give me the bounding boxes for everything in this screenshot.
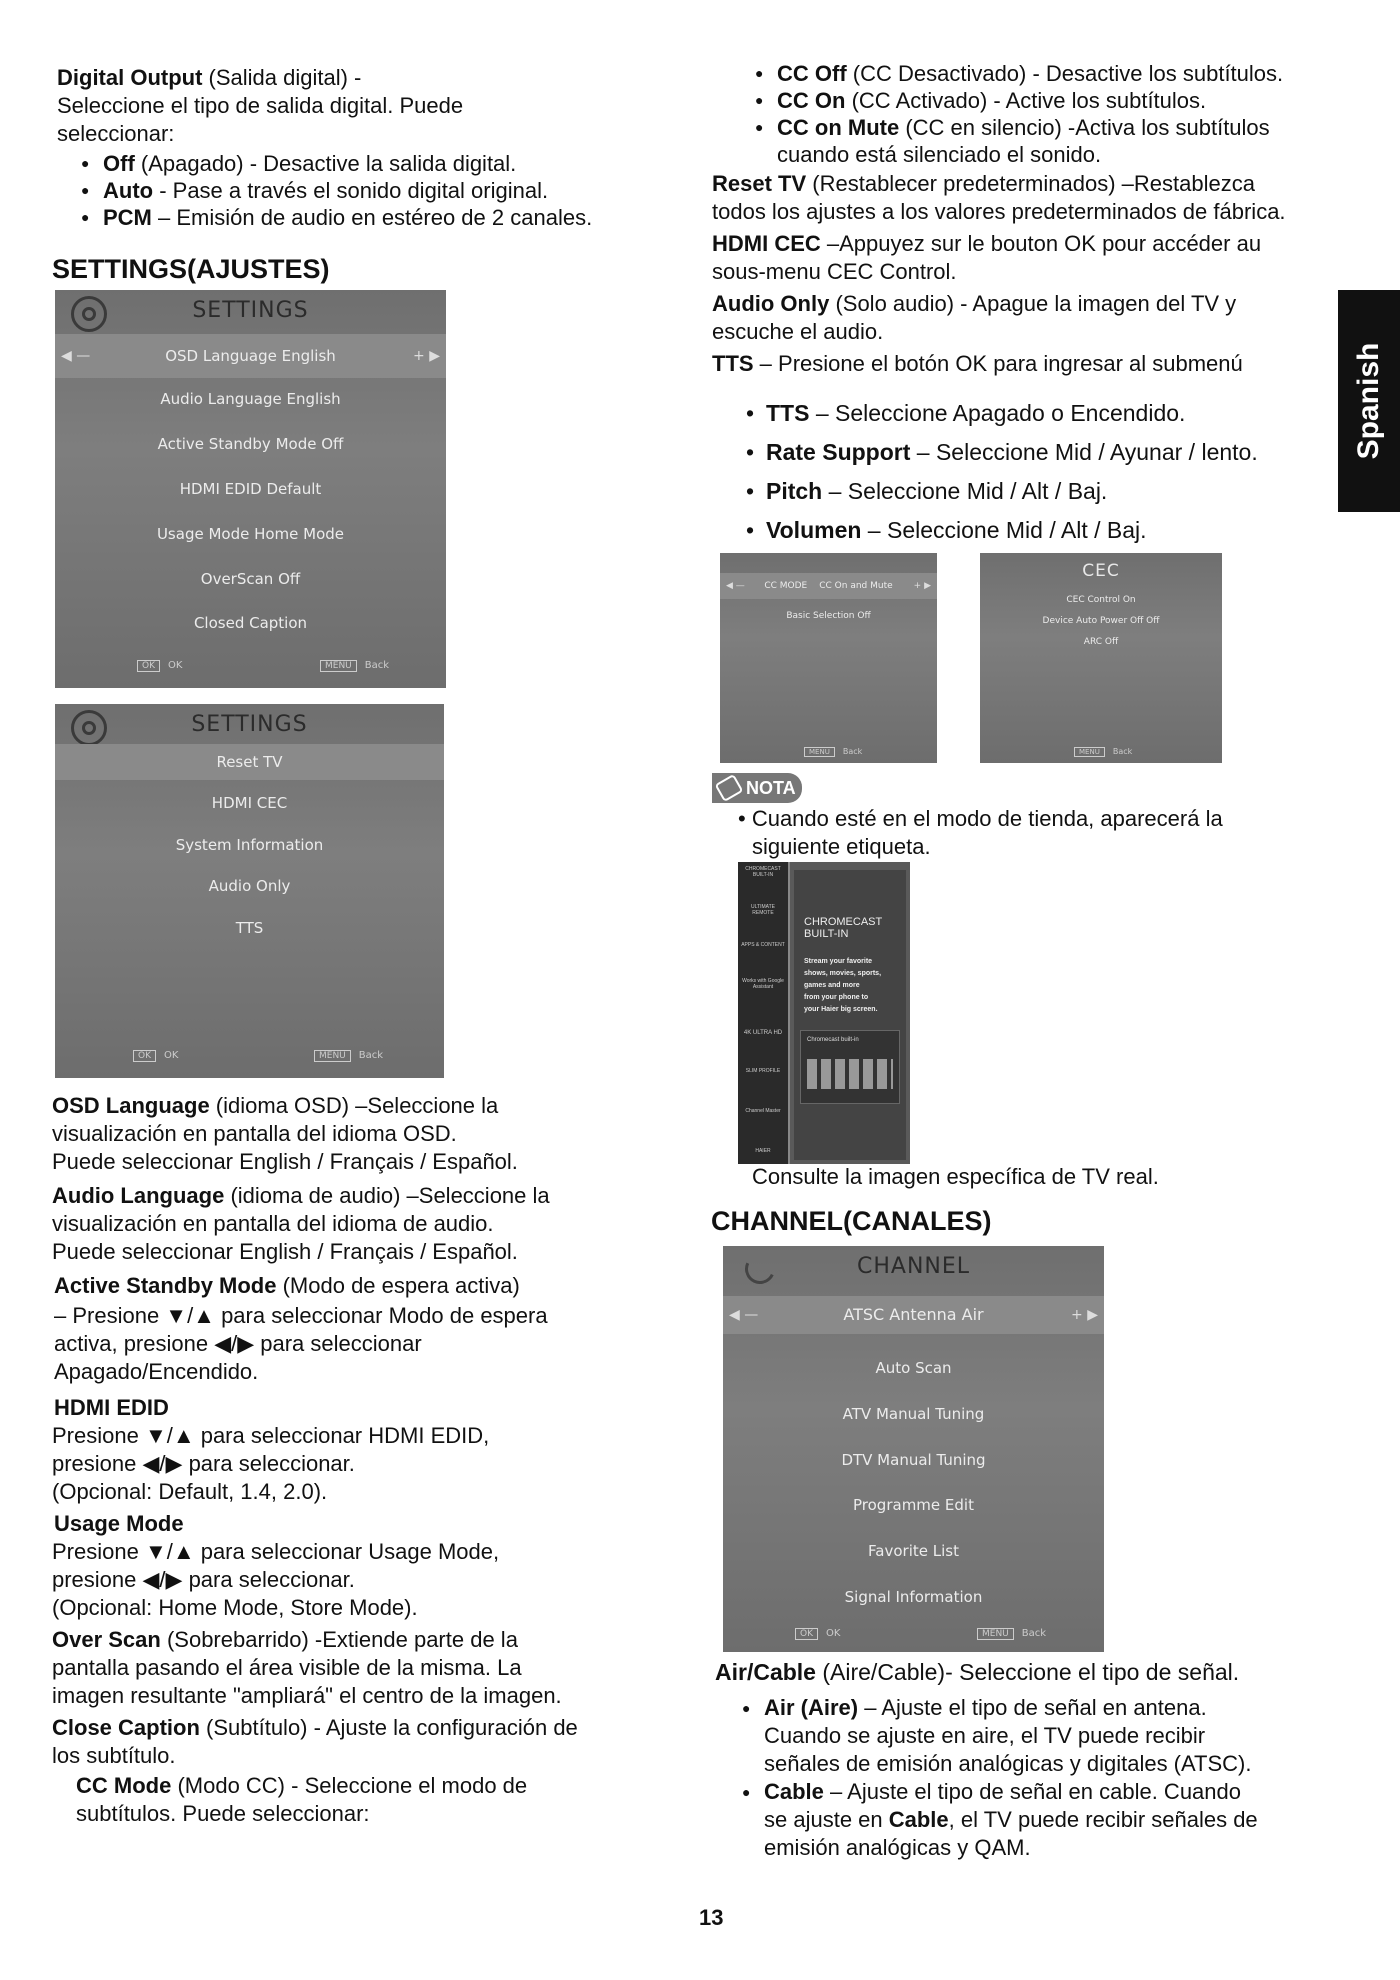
channel-heading: CHANNEL(CANALES): [711, 1206, 992, 1236]
sidebar-item-chromecast: CHROMECAST BUILT-IN: [745, 866, 781, 878]
menu-item: Closed Caption: [193, 614, 308, 632]
menu-item: ARC Off: [1083, 637, 1119, 647]
list-item: • Volumen – Seleccione Mid / Alt / Baj.: [744, 511, 1344, 550]
sidebar-item-apps: APPS & CONTENT: [741, 942, 785, 948]
air-cable-list: [734, 1694, 1354, 1862]
list-item: • Rate Support – Seleccione Mid / Ayunar / lento.: [744, 433, 1344, 472]
arrow-right-icon: + ▶: [913, 581, 931, 591]
page-number: 13: [699, 1905, 724, 1930]
menu-title: CEC: [1082, 561, 1120, 581]
tts-options-list: [744, 394, 1344, 550]
menu-item: OverScan Off: [200, 570, 301, 588]
menu-item: Programme Edit: [853, 1496, 974, 1514]
list-item: ● PCM – Emisión de audio en estéreo de 2 canales.: [73, 204, 673, 231]
menu-footer-ok: OK OK: [133, 1050, 178, 1062]
list-item: ● Auto - Pase a través el sonido digital original.: [73, 177, 673, 204]
arrow-left-icon: ◀ —: [729, 1307, 759, 1323]
menu-item: Reset TV: [55, 744, 444, 780]
menu-item: Device Auto Power Off Off: [1042, 616, 1160, 626]
digital-output-list: [73, 150, 673, 231]
menu-item: ◀ — CC MODE CC On and Mute + ▶: [720, 573, 937, 599]
menu-footer-back: MENU Back: [804, 747, 862, 757]
menu-item: HDMI EDID Default: [179, 480, 322, 498]
sidebar-item-channel: Channel Master: [745, 1108, 781, 1114]
menu-item: ATV Manual Tuning: [842, 1405, 985, 1423]
list-item: ● CC On (CC Activado) - Active los subtítulos.: [747, 87, 1347, 114]
air-cable-section: Air/Cable (Aire/Cable)- Seleccione el tipo de señal.: [715, 1659, 1240, 1685]
store-label-panel: CHROMECAST BUILT-IN Stream your favorite shows, movies, sports, games and more from your phone to your Haier big screen. Chromecast built-in: [794, 870, 906, 1160]
menu-item: Basic Selection Off: [786, 611, 871, 621]
menu-item: Auto Scan: [875, 1359, 952, 1377]
language-side-tab: Spanish: [1338, 290, 1400, 512]
menu-title: SETTINGS: [191, 712, 308, 737]
sidebar-item-haier: HAIER: [755, 1148, 771, 1154]
menu-footer-back: MENU Back: [320, 660, 389, 672]
store-label-desc: Stream your favorite shows, movies, sports, games and more from your phone to your Haier big screen.: [804, 958, 882, 1013]
menu-item: HDMI CEC: [211, 794, 288, 812]
left-descriptions: OSD Language (idioma OSD) –Seleccione la visualización en pantalla del idioma OSD. Puede seleccionar English / Français / Español. Audio Language (idioma de audio) –Seleccione la visualización en pantalla del idioma de audio. Puede seleccionar English / Français / Español. Active Standby Mode (Modo de espera activa) – Presione ▼/▲ para seleccionar Modo de espera activa, presione ◀/▶ para seleccionar Apagado/Encendido. HDMI EDID Presione ▼/▲ para seleccionar HDMI EDID, presione ◀/▶ para seleccionar. (Opcional: Default, 1.4, 2.0). Usage Mode Presione ▼/▲ para seleccionar Usage Mode, presione ◀/▶ para seleccionar. (Opcional: Home Mode, Store Mode). Over Scan (Sobrebarrido) -Extiende parte de la pantalla pasando el área visible de la misma. La imagen resultante "ampliará" el centro de la imagen. Close Caption (Subtítulo) - Ajuste la configuración de los subtítulo. CC Mode (Modo CC) - Seleccione el modo de subtítulos. Puede seleccionar:: [52, 1093, 578, 1826]
arrow-left-icon: ◀ —: [726, 581, 745, 591]
pencil-icon: [714, 774, 743, 802]
menu-item: CEC Control On: [1066, 595, 1136, 605]
list-item: ● Cable – Ajuste el tipo de señal en cable. Cuando se ajuste en Cable, el TV puede recibir señales de emisión analógicas y QAM.: [734, 1778, 1354, 1862]
cc-mode-menu-screenshot: [720, 553, 937, 763]
store-mode-label-image: [738, 862, 910, 1164]
menu-item: TTS: [235, 919, 264, 937]
menu-footer-ok: OK OK: [795, 1628, 840, 1640]
settings-menu-screenshot-2: [55, 704, 444, 1078]
cc-options-list: [747, 60, 1347, 168]
digital-output-title: Digital Output: [57, 65, 203, 90]
cec-menu-screenshot: [980, 553, 1222, 763]
store-label-caption: Consulte la imagen específica de TV real.: [752, 1164, 1159, 1189]
menu-item: Audio Language English: [160, 390, 341, 408]
list-item: ● Off (Apagado) - Desactive la salida digital.: [73, 150, 673, 177]
menu-title: CHANNEL: [856, 1254, 971, 1279]
arrow-right-icon: + ▶: [1071, 1307, 1098, 1323]
channel-menu-screenshot: [723, 1246, 1104, 1652]
nota-text: • Cuando esté en el modo de tienda, aparecerá la siguiente etiqueta.: [738, 806, 1223, 859]
menu-item: ◀ — ATSC Antenna Air + ▶: [723, 1296, 1104, 1334]
sidebar-item-remote: ULTIMATE REMOTE: [751, 904, 775, 916]
arrow-right-icon: + ▶: [413, 348, 440, 364]
sidebar-item-assistant: Works with Google Assistant: [742, 978, 784, 990]
arrow-left-icon: ◀ —: [61, 348, 91, 364]
menu-item: Favorite List: [868, 1542, 959, 1560]
menu-item: ◀ — OSD Language English + ▶: [55, 334, 446, 378]
settings-menu-screenshot-1: [55, 290, 446, 688]
menu-item: Audio Only: [208, 877, 291, 895]
menu-title: SETTINGS: [192, 298, 309, 323]
menu-footer-back: MENU Back: [977, 1628, 1046, 1640]
digital-output-section: Digital Output (Salida digital) - Seleccione el tipo de salida digital. Puede seleccionar:: [57, 65, 464, 146]
list-item: ● Air (Aire) – Ajuste el tipo de señal en antena. Cuando se ajuste en aire, el TV puede recibir señales de emisión analógicas y digitales (ATSC).: [734, 1694, 1354, 1778]
sidebar-item-4k: 4K ULTRA HD: [743, 1030, 783, 1036]
menu-footer-ok: OK OK: [137, 660, 182, 672]
menu-item: Usage Mode Home Mode: [156, 525, 345, 543]
nota-badge: NOTA: [712, 773, 802, 803]
store-label-sidebar: [738, 862, 790, 1164]
menu-item: DTV Manual Tuning: [841, 1451, 986, 1469]
list-item: • TTS – Seleccione Apagado o Encendido.: [744, 394, 1344, 433]
menu-item: Active Standby Mode Off: [157, 435, 344, 453]
chromecast-badge: Chromecast built-in: [800, 1030, 900, 1104]
menu-item: System Information: [175, 836, 324, 854]
menu-footer-back: MENU Back: [314, 1050, 383, 1062]
menu-footer-back: MENU Back: [1074, 747, 1132, 757]
menu-item: Signal Information: [844, 1588, 983, 1606]
right-descriptions: Reset TV (Restablecer predeterminados) –Restablezca todos los ajustes a los valores predeterminados de fábrica. HDMI CEC –Appuyez sur le bouton OK pour accéder au sous-menu CEC Control. Audio Only (Solo audio) - Apague la imagen del TV y escuche el audio. TTS – Presione el botón OK para ingresar al submenú: [712, 171, 1286, 376]
settings-heading: SETTINGS(AJUSTES): [52, 254, 330, 284]
list-item: • Pitch – Seleccione Mid / Alt / Baj.: [744, 472, 1344, 511]
sidebar-item-slim: SLIM PROFILE: [745, 1068, 781, 1074]
list-item: ● CC on Mute (CC en silencio) -Activa los subtítulos cuando está silenciado el sonido.: [747, 114, 1347, 168]
list-item: ● CC Off (CC Desactivado) - Desactive los subtítulos.: [747, 60, 1347, 87]
